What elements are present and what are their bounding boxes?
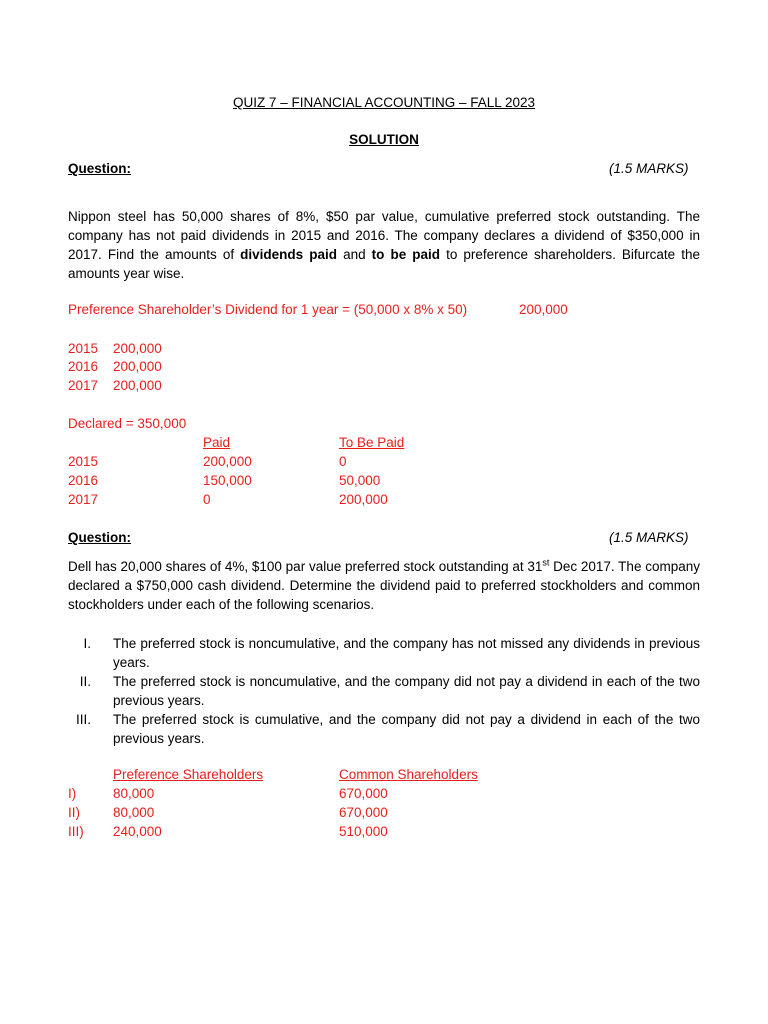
table-row-to-be-paid: 50,000: [339, 473, 381, 488]
question-1-label: Question:: [68, 161, 131, 176]
list-item-number: III.: [75, 712, 91, 727]
declared-amount: Declared = 350,000: [68, 416, 187, 431]
col-header-common: Common Shareholders: [339, 767, 478, 782]
list-item: The preferred stock is noncumulative, and the company has not missed any dividends in previous years.: [113, 636, 700, 670]
answer-row-preference: 80,000: [113, 805, 155, 820]
solution-heading: SOLUTION: [349, 132, 419, 147]
question-1-text: Nippon steel has 50,000 shares of 8%, $50 par value, cumulative preferred stock outstanding. The company has not paid dividends in 2015 and 2016. The company declares a dividend of $350,000 in 2017. Find the amounts of dividends paid and to be paid to preference shareholders. Bifurcate the amounts year wise.: [68, 209, 700, 281]
table-row-year: 2017: [68, 492, 99, 507]
dividend-calc-value: 200,000: [519, 302, 568, 317]
year-2016-amount: 200,000: [113, 359, 162, 374]
table-row-paid: 200,000: [203, 454, 252, 469]
answer-row-number: II): [68, 805, 80, 820]
question-2-marks: (1.5 MARKS): [609, 530, 689, 545]
question-1-marks: (1.5 MARKS): [609, 161, 689, 176]
answer-row-common: 670,000: [339, 805, 388, 820]
year-2015-amount: 200,000: [113, 341, 162, 356]
question-2-label: Question:: [68, 530, 131, 545]
year-2017: 2017: [68, 378, 99, 393]
question-2-text: Dell has 20,000 shares of 4%, $100 par value preferred stock outstanding at 31st Dec 2017. The company declared a $750,000 cash dividend. Determine the dividend paid to preferred stockholders and common stockholders under each of the following scenarios.: [68, 557, 700, 612]
answer-row-common: 670,000: [339, 786, 388, 801]
list-item-number: I.: [83, 636, 91, 651]
table-row-paid: 150,000: [203, 473, 252, 488]
answer-row-preference: 80,000: [113, 786, 155, 801]
list-item-number: II.: [79, 674, 91, 689]
list-item: The preferred stock is noncumulative, and the company did not pay a dividend in each of the two previous years.: [113, 674, 700, 708]
answer-row-number: III): [68, 824, 84, 839]
table-row-year: 2016: [68, 473, 99, 488]
table-row-year: 2015: [68, 454, 99, 469]
col-header-paid: Paid: [203, 435, 231, 450]
table-row-to-be-paid: 0: [339, 454, 347, 469]
list-item: The preferred stock is cumulative, and the company did not pay a dividend in each of the two previous years.: [113, 712, 700, 746]
table-row-paid: 0: [203, 492, 211, 507]
answer-row-common: 510,000: [339, 824, 388, 839]
year-2017-amount: 200,000: [113, 378, 162, 393]
year-2016: 2016: [68, 359, 99, 374]
answer-row-preference: 240,000: [113, 824, 162, 839]
col-header-preference: Preference Shareholders: [113, 767, 264, 782]
dividend-calc-label: Preference Shareholder’s Dividend for 1 year = (50,000 x 8% x 50): [68, 302, 468, 317]
answer-row-number: I): [68, 786, 77, 801]
table-row-to-be-paid: 200,000: [339, 492, 388, 507]
year-2015: 2015: [68, 341, 99, 356]
col-header-to-be-paid: To Be Paid: [339, 435, 405, 450]
quiz-title: QUIZ 7 – FINANCIAL ACCOUNTING – FALL 2023: [232, 95, 536, 110]
